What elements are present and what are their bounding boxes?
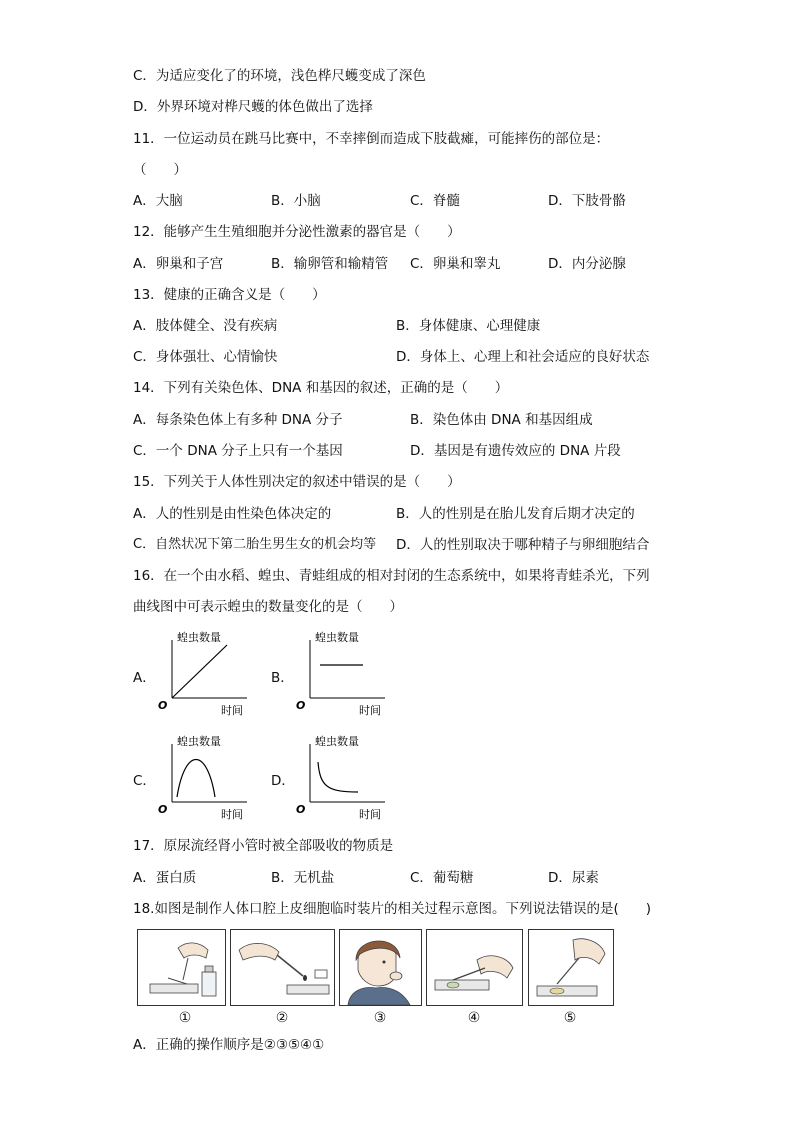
graph-d-ylabel: 蝗虫数量: [315, 735, 359, 748]
q16-option-c-label[interactable]: C．: [133, 773, 156, 789]
graph-b-origin: O: [296, 699, 306, 712]
graph-d-origin: O: [296, 803, 306, 816]
q18-option-a[interactable]: A．正确的操作顺序是②③⑤④①: [133, 1037, 325, 1053]
q14-option-c[interactable]: C．一个 DNA 分子上只有一个基因: [133, 443, 343, 459]
q17-stem: 17．原尿流经肾小管时被全部吸收的物质是: [133, 838, 394, 854]
scraping-cells-icon: [427, 930, 522, 1005]
smearing-icon: [529, 930, 613, 1005]
graph-c-origin: O: [158, 803, 168, 816]
step-4-number: ④: [467, 1010, 481, 1026]
graph-d-xlabel: 时间: [359, 808, 381, 821]
q10-option-d: D．外界环境对桦尺蠖的体色做出了选择: [133, 99, 373, 115]
q13-option-b[interactable]: B．身体健康、心理健康: [396, 318, 541, 334]
q18-stem: 18.如图是制作人体口腔上皮细胞临时装片的相关过程示意图。下列说法错误的是( ): [133, 901, 652, 917]
q17-option-d[interactable]: D．尿素: [548, 870, 599, 886]
dropper-icon: [231, 930, 334, 1005]
graph-a-origin: O: [158, 699, 168, 712]
q16-option-b-label[interactable]: B．: [271, 670, 294, 686]
step-5-picture: [528, 929, 614, 1006]
graph-b-ylabel: 蝗虫数量: [315, 631, 359, 644]
graph-c-rise-fall: [155, 732, 255, 824]
q12-option-c[interactable]: C．卵巢和睾丸: [410, 256, 501, 272]
q11-option-b[interactable]: B．小脑: [271, 193, 321, 209]
q13-option-a[interactable]: A．肢体健全、没有疾病: [133, 318, 278, 334]
q11-option-d[interactable]: D．下肢骨骼: [548, 193, 626, 209]
q13-option-d[interactable]: D．身体上、心理上和社会适应的良好状态: [396, 349, 650, 365]
q11-option-a[interactable]: A．大脑: [133, 193, 183, 209]
q15-option-d[interactable]: D．人的性别取决于哪种精子与卵细胞结合: [396, 537, 650, 553]
q12-option-b[interactable]: B．输卵管和输精管: [271, 256, 389, 272]
q12-option-a[interactable]: A．卵巢和子宫: [133, 256, 224, 272]
graph-a-rising: [155, 628, 255, 720]
graph-c-ylabel: 蝗虫数量: [177, 735, 221, 748]
step-3-number: ③: [373, 1010, 387, 1026]
q16-stem-line2: 曲线图中可表示蝗虫的数量变化的是（ ）: [133, 599, 403, 615]
graph-d-decay: [293, 732, 393, 824]
step-1-number: ①: [178, 1010, 192, 1026]
q17-option-b[interactable]: B．无机盐: [271, 870, 335, 886]
q11-stem-blank: （ ）: [133, 162, 187, 178]
q11-stem: 11．一位运动员在跳马比赛中，不幸摔倒而造成下肢截瘫，可能摔伤的部位是：: [133, 131, 610, 147]
q14-option-b[interactable]: B．染色体由 DNA 和基因组成: [410, 412, 593, 428]
step-1-picture: [137, 929, 226, 1006]
q11-option-c[interactable]: C．脊髓: [410, 193, 460, 209]
q13-stem: 13．健康的正确含义是（ ）: [133, 287, 326, 303]
q15-option-c[interactable]: C．自然状况下第二胎生男生女的机会均等: [133, 537, 377, 552]
cover-slip-lowering-icon: [138, 930, 225, 1005]
q16-stem: 16．在一个由水稻、蝗虫、青蛙组成的相对封闭的生态系统中，如果将青蛙杀光，下列: [133, 568, 650, 584]
q14-option-a[interactable]: A．每条染色体上有多种 DNA 分子: [133, 412, 343, 428]
graph-a-xlabel: 时间: [221, 704, 243, 717]
q16-option-d-label[interactable]: D．: [271, 773, 295, 789]
q12-option-d[interactable]: D．内分泌腺: [548, 256, 626, 272]
q17-option-c[interactable]: C．葡萄糖: [410, 870, 474, 886]
q14-option-d[interactable]: D．基因是有遗传效应的 DNA 片段: [410, 443, 621, 459]
graph-a-ylabel: 蝗虫数量: [177, 631, 221, 644]
step-2-picture: [230, 929, 335, 1006]
q17-option-a[interactable]: A．蛋白质: [133, 870, 197, 886]
step-2-number: ②: [275, 1010, 289, 1026]
graph-b-xlabel: 时间: [359, 704, 381, 717]
step-5-number: ⑤: [563, 1010, 577, 1026]
q15-option-b[interactable]: B．人的性别是在胎儿发育后期才决定的: [396, 506, 635, 522]
q10-option-c: C．为适应变化了的环境，浅色桦尺蠖变成了深色: [133, 68, 426, 84]
graph-b-flat: [293, 628, 393, 720]
graph-c-xlabel: 时间: [221, 808, 243, 821]
person-rinsing-mouth-icon: [340, 930, 421, 1005]
q13-option-c[interactable]: C．身体强壮、心情愉快: [133, 349, 278, 365]
q16-option-a-label[interactable]: A．: [133, 670, 156, 686]
q12-stem: 12．能够产生生殖细胞并分泌性激素的器官是（ ）: [133, 224, 461, 240]
q15-option-a[interactable]: A．人的性别是由性染色体决定的: [133, 506, 332, 522]
q15-stem: 15．下列关于人体性别决定的叙述中错误的是（ ）: [133, 474, 461, 490]
step-4-picture: [426, 929, 523, 1006]
step-3-picture: [339, 929, 422, 1006]
q14-stem: 14．下列有关染色体、DNA 和基因的叙述，正确的是（ ）: [133, 380, 509, 396]
